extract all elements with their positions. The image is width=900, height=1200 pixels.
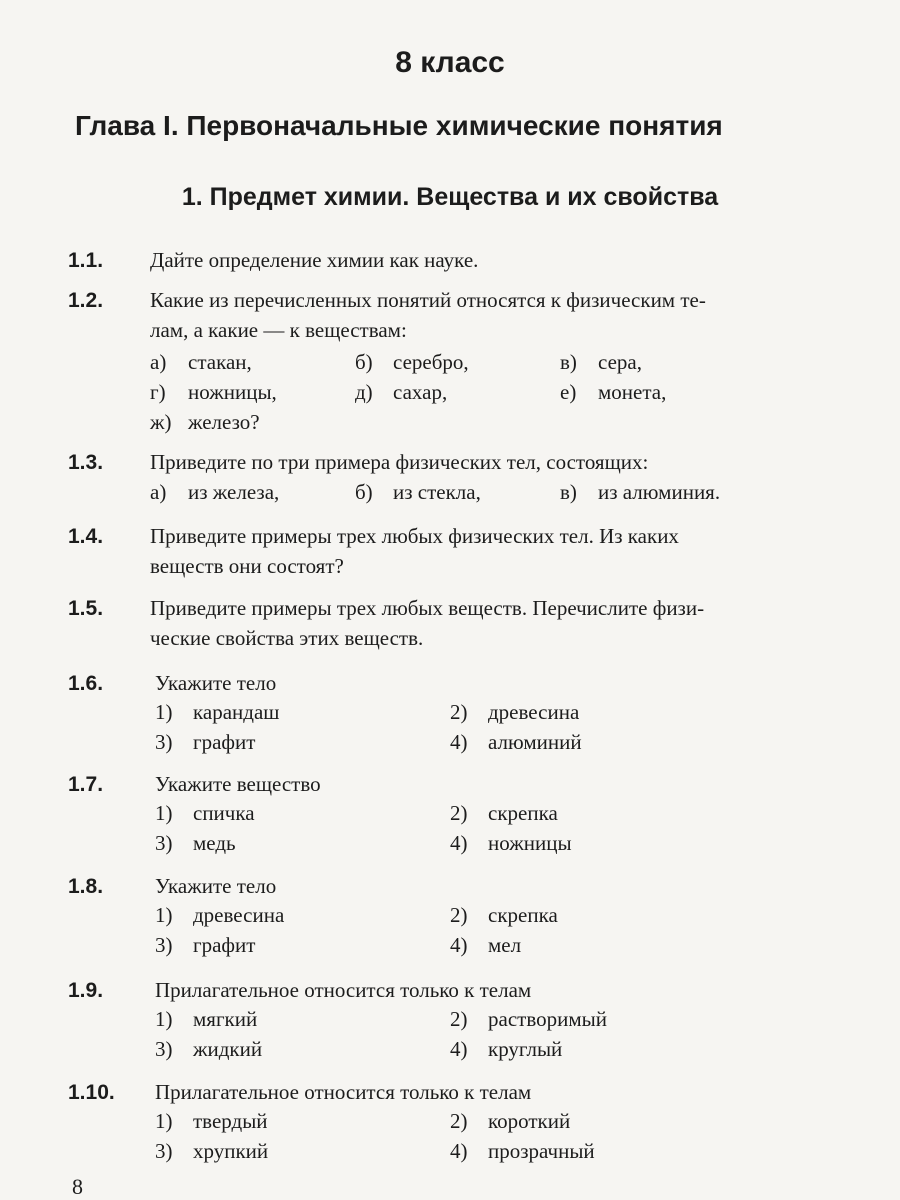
option-label: 3): [155, 1139, 173, 1163]
option-label: ж): [150, 410, 172, 434]
answer-option: [450, 1037, 562, 1062]
answer-option: [450, 700, 579, 725]
question-number: 1.7.: [68, 773, 104, 796]
question-number: 1.2.: [68, 289, 104, 312]
option-text: железо?: [188, 410, 260, 434]
answer-option: [450, 801, 558, 826]
option-label: 3): [155, 1037, 173, 1061]
answer-option: [450, 831, 572, 856]
answer-option: [355, 380, 447, 405]
answer-option: [450, 1139, 595, 1164]
option-text: короткий: [488, 1109, 571, 1133]
option-label: б): [355, 480, 373, 504]
option-text: растворимый: [488, 1007, 607, 1031]
answer-option: [450, 933, 521, 958]
question-text: Приведите примеры трех любых физических тел. Из каких: [150, 524, 679, 548]
option-label: в): [560, 480, 577, 504]
answer-option: [155, 700, 279, 725]
answer-option: [560, 380, 666, 405]
option-label: 4): [450, 730, 468, 754]
option-text: графит: [193, 730, 256, 754]
option-text: мел: [488, 933, 522, 957]
option-label: 2): [450, 1109, 468, 1133]
option-label: 3): [155, 831, 173, 855]
question-text: Приведите по три примера физических тел, состоящих:: [150, 450, 649, 474]
option-label: 1): [155, 903, 173, 927]
question-number: 1.8.: [68, 875, 104, 898]
answer-option: [355, 350, 469, 375]
option-text: круглый: [488, 1037, 563, 1061]
option-text: серебро,: [393, 350, 469, 374]
answer-option: [450, 1007, 607, 1032]
option-text: монета,: [598, 380, 667, 404]
answer-option: [155, 1007, 257, 1032]
answer-option: [355, 480, 481, 505]
question-number: 1.5.: [68, 597, 104, 620]
option-text: из стекла,: [393, 480, 481, 504]
option-text: из железа,: [188, 480, 280, 504]
option-text: стакан,: [188, 350, 252, 374]
answer-option: [150, 350, 252, 375]
question-number: 1.3.: [68, 451, 104, 474]
answer-option: [450, 903, 558, 928]
option-text: скрепка: [488, 903, 558, 927]
option-text: древесина: [488, 700, 580, 724]
grade-heading: 8 класс: [395, 46, 505, 79]
answer-option: [560, 480, 720, 505]
option-label: б): [355, 350, 373, 374]
question-text: Дайте определение химии как науке.: [150, 248, 479, 272]
answer-option: [155, 1139, 268, 1164]
option-text: из алюминия.: [598, 480, 721, 504]
answer-option: [155, 801, 255, 826]
answer-option: [150, 380, 277, 405]
answer-option: [155, 1109, 268, 1134]
question-text: Укажите вещество: [155, 772, 321, 796]
option-label: 4): [450, 1139, 468, 1163]
option-label: е): [560, 380, 577, 404]
question-number: 1.4.: [68, 525, 104, 548]
answer-option: [155, 831, 236, 856]
option-label: 2): [450, 801, 468, 825]
option-label: 2): [450, 1007, 468, 1031]
option-label: 1): [155, 801, 173, 825]
answer-option: [450, 730, 582, 755]
option-label: 2): [450, 903, 468, 927]
option-text: ножницы,: [188, 380, 277, 404]
option-label: 4): [450, 1037, 468, 1061]
option-text: мягкий: [193, 1007, 258, 1031]
question-number: 1.10.: [68, 1081, 115, 1104]
question-text: ческие свойства этих веществ.: [150, 626, 424, 650]
option-text: графит: [193, 933, 256, 957]
option-label: 3): [155, 730, 173, 754]
question-text: Какие из перечисленных понятий относятся к физическим те-: [150, 288, 706, 312]
option-text: древесина: [193, 903, 285, 927]
option-label: 1): [155, 1109, 173, 1133]
question-text: Укажите тело: [155, 671, 277, 695]
question-number: 1.9.: [68, 979, 104, 1002]
option-label: 4): [450, 831, 468, 855]
section-title: 1. Предмет химии. Вещества и их свойства: [181, 183, 719, 211]
option-text: алюминий: [488, 730, 582, 754]
question-text: Приведите примеры трех любых веществ. Перечислите физи-: [150, 596, 705, 620]
option-text: медь: [193, 831, 236, 855]
question-number: 1.6.: [68, 672, 104, 695]
answer-option: [560, 350, 642, 375]
page-number: 8: [72, 1174, 83, 1199]
option-text: сера,: [598, 350, 642, 374]
option-label: в): [560, 350, 577, 374]
option-text: хрупкий: [193, 1139, 269, 1163]
answer-option: [450, 1109, 570, 1134]
option-text: ножницы: [488, 831, 572, 855]
answer-option: [155, 1037, 262, 1062]
option-label: а): [150, 350, 167, 374]
question-text: Укажите тело: [155, 874, 277, 898]
option-label: 3): [155, 933, 173, 957]
option-label: 2): [450, 700, 468, 724]
option-label: а): [150, 480, 167, 504]
option-text: спичка: [193, 801, 255, 825]
option-text: сахар,: [393, 380, 448, 404]
answer-option: [155, 903, 284, 928]
answer-option: [155, 933, 255, 958]
option-label: 1): [155, 1007, 173, 1031]
option-text: твердый: [193, 1109, 268, 1133]
option-label: 4): [450, 933, 468, 957]
answer-option: [150, 410, 260, 435]
answer-option: [150, 480, 279, 505]
question-text: Прилагательное относится только к телам: [155, 978, 532, 1002]
question-text: Прилагательное относится только к телам: [155, 1080, 532, 1104]
option-label: д): [355, 380, 373, 404]
option-label: г): [150, 380, 166, 404]
option-text: прозрачный: [488, 1139, 595, 1163]
option-text: карандаш: [193, 700, 280, 724]
question-text: веществ они состоят?: [150, 554, 344, 578]
option-text: скрепка: [488, 801, 558, 825]
question-text: лам, а какие — к веществам:: [150, 318, 407, 342]
answer-option: [155, 730, 255, 755]
option-text: жидкий: [193, 1037, 263, 1061]
chapter-title: Глава I. Первоначальные химические понятия: [75, 110, 723, 141]
option-label: 1): [155, 700, 173, 724]
question-number: 1.1.: [68, 249, 104, 272]
